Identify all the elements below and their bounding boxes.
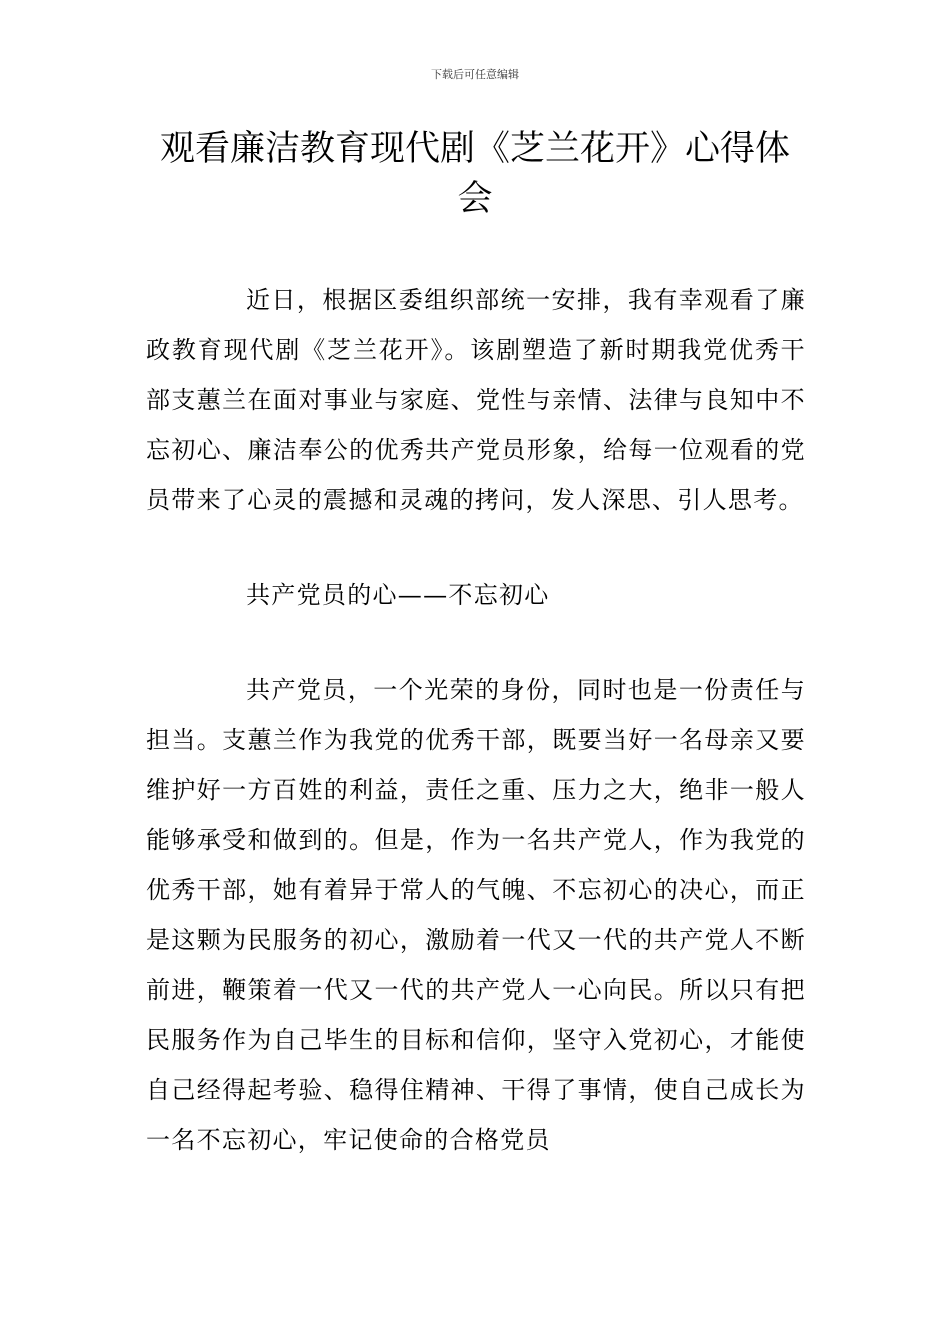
header-note: 下载后可任意编辑 <box>431 68 519 81</box>
paragraph-section-body: 共产党员，一个光荣的身份，同时也是一份责任与担当。支蕙兰作为我党的优秀干部，既要当好一名母亲又要维护好一方百姓的利益，责任之重、压力之大，绝非一般人能够承受和做到的。但是，作为一名共产党人，作为我党的优秀干部，她有着异于常人的气魄、不忘初心的决心，而正是这颗为民服务的初心，激励着一代又一代的共产党人不断前进，鞭策着一代又一代的共产党人一心向民。所以只有把民服务作为自己毕生的目标和信仰，坚守入党初心，才能使自己经得起考验、稳得住精神、干得了事情，使自己成长为一名不忘初心，牢记使命的合格党员 <box>146 676 806 1154</box>
section-heading: 共产党员的心——不忘初心 <box>246 581 550 609</box>
document-title: 观看廉洁教育现代剧《芝兰花开》心得体会 <box>159 129 790 219</box>
document-body <box>146 275 806 1165</box>
paragraph-intro: 近日，根据区委组织部统一安排，我有幸观看了廉政教育现代剧《芝兰花开》。该剧塑造了新时期我党优秀干部支蕙兰在面对事业与家庭、党性与亲情、法律与良知中不忘初心、廉洁奉公的优秀共产党员形象，给每一位观看的党员带来了心灵的震撼和灵魂的拷问，发人深思、引人思考。 <box>146 286 806 514</box>
